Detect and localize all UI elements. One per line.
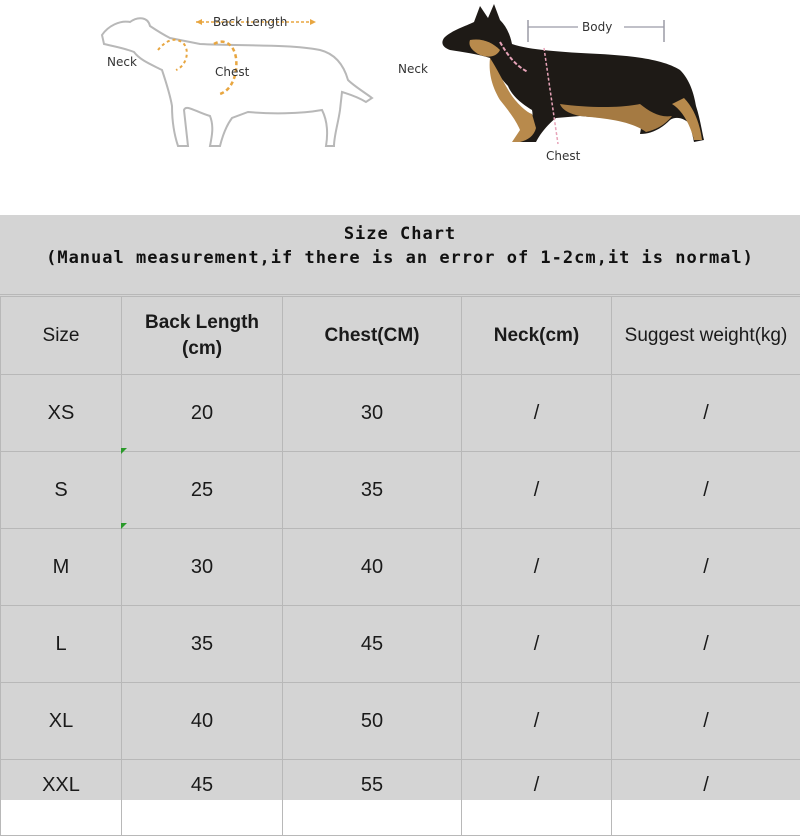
header-size: Size (1, 297, 122, 375)
german-shepherd-photo (398, 4, 704, 163)
cell-back-length: 25 (122, 452, 283, 529)
header-suggest-weight: Suggest weight(kg) (612, 297, 800, 375)
header-back-length: Back Length (cm) (122, 297, 283, 375)
cell-chest: 40 (283, 529, 462, 606)
size-chart (0, 215, 800, 800)
cell-chest: 30 (283, 375, 462, 452)
header-neck: Neck(cm) (462, 297, 612, 375)
cell-weight: / (612, 375, 800, 452)
cell-size: S (1, 452, 122, 529)
table-row (1, 529, 800, 606)
cell-corner-marker (121, 523, 127, 529)
table-row (1, 452, 800, 529)
cell-weight: / (612, 760, 800, 836)
cell-chest: 35 (283, 452, 462, 529)
cell-weight: / (612, 452, 800, 529)
cell-neck: / (462, 452, 612, 529)
cell-back-length: 40 (122, 683, 283, 760)
table-row (1, 375, 800, 452)
cell-weight: / (612, 683, 800, 760)
size-chart-title: Size Chart (0, 222, 800, 246)
cell-back-length: 45 (122, 760, 283, 836)
cell-size: M (1, 529, 122, 606)
cell-back-length: 20 (122, 375, 283, 452)
cell-neck: / (462, 683, 612, 760)
size-table (0, 296, 800, 836)
cell-back-length: 35 (122, 606, 283, 683)
cell-neck: / (462, 375, 612, 452)
header-chest: Chest(CM) (283, 297, 462, 375)
cell-corner-marker (121, 448, 127, 454)
cell-size: XL (1, 683, 122, 760)
cell-size: XS (1, 375, 122, 452)
cell-chest: 50 (283, 683, 462, 760)
neck-label-right: Neck (398, 62, 428, 76)
size-chart-subtitle: (Manual measurement,if there is an error of 1-2cm,it is normal) (0, 246, 800, 270)
chest-label-left: Chest (215, 65, 250, 79)
cell-chest: 45 (283, 606, 462, 683)
size-chart-header (0, 215, 800, 295)
measurement-diagrams (0, 0, 800, 215)
cell-weight: / (612, 529, 800, 606)
table-row (1, 760, 800, 836)
dog-diagrams-svg (0, 0, 800, 215)
chest-label-right: Chest (546, 149, 581, 163)
cell-chest: 55 (283, 760, 462, 836)
cell-size: L (1, 606, 122, 683)
cell-neck: / (462, 606, 612, 683)
dog-outline-sketch (102, 15, 372, 146)
table-row (1, 683, 800, 760)
neck-label-left: Neck (107, 55, 137, 69)
cell-weight: / (612, 606, 800, 683)
table-row (1, 606, 800, 683)
cell-back-length: 30 (122, 529, 283, 606)
cell-size: XXL (1, 760, 122, 836)
back-length-label: Back Length (213, 15, 287, 29)
body-label: Body (582, 20, 612, 34)
cell-neck: / (462, 760, 612, 836)
table-header-row (1, 297, 800, 375)
cell-neck: / (462, 529, 612, 606)
